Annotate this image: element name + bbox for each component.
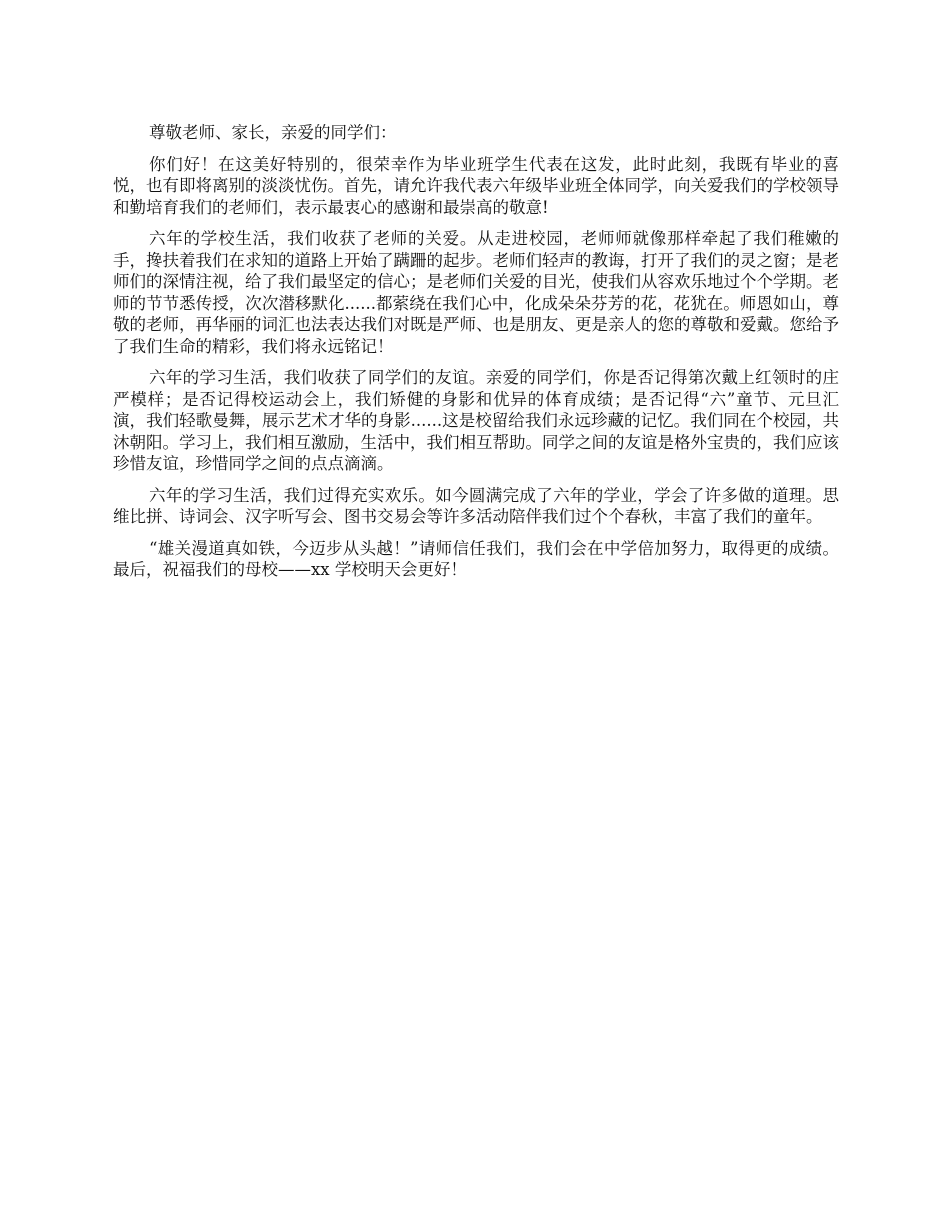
activities-paragraph: 六年的学习生活，我们过得充实欢乐。如今圆满完成了六年的学业，学会了许多做的道理。思维比拼、诗词会、汉字听写会、图书交易会等许多活动陪伴我们过个个春秋，丰富了我们的童年。 [113,485,839,526]
teachers-paragraph: 六年的学校生活，我们收获了老师的关爱。从走进校园，老师师就像那样牵起了我们稚嫩的手，搀扶着我们在求知的道路上开始了蹒跚的起步。老师们轻声的教诲，打开了我们的灵之窗；是老师们的深情注视，给了我们最坚定的信心；是老师们关爱的目光，使我们从容欢乐地过个个学期。老师的节节悉传授，次次潜移默化......都萦绕在我们心中，化成朵朵芬芳的花，花犹在。师恩如山，尊敬的老师，再华丽的词汇也法表达我们对既是严师、也是朋友、更是亲人的您的尊敬和爱戴。您给予了我们生命的精彩，我们将永远铭记！ [113,229,839,356]
greeting-paragraph: 你们好！在这美好特别的，很荣幸作为毕业班学生代表在这发，此时此刻，我既有毕业的喜悦，也有即将离别的淡淡忧伤。首先，请允许我代表六年级毕业班全体同学，向关爱我们的学校领导和勤培育我们的老师们，表示最衷心的感谢和最崇高的敬意! [113,154,839,217]
document-body [113,122,839,591]
salutation-paragraph: 尊敬老师、家长，亲爱的同学们： [149,123,397,142]
classmates-paragraph: 六年的学习生活，我们收获了同学们的友谊。亲爱的同学们，你是否记得第次戴上红领时的庄严模样；是否记得校运动会上，我们矫健的身影和优异的体育成绩；是否记得“六”童节、元旦汇演，我们轻歌曼舞，展示艺术才华的身影......这是校留给我们永远珍藏的记忆。我们同在个校园，共沐朝阳。学习上，我们相互激励，生活中，我们相互帮助。同学之间的友谊是格外宝贵的，我们应该珍惜友谊，珍惜同学之间的点点滴滴。 [113,368,839,473]
closing-paragraph: “雄关漫道真如铁，今迈步从头越！”请师信任我们，我们会在中学倍加努力，取得更的成绩。最后，祝福我们的母校——xx 学校明天会更好！ [113,538,839,579]
